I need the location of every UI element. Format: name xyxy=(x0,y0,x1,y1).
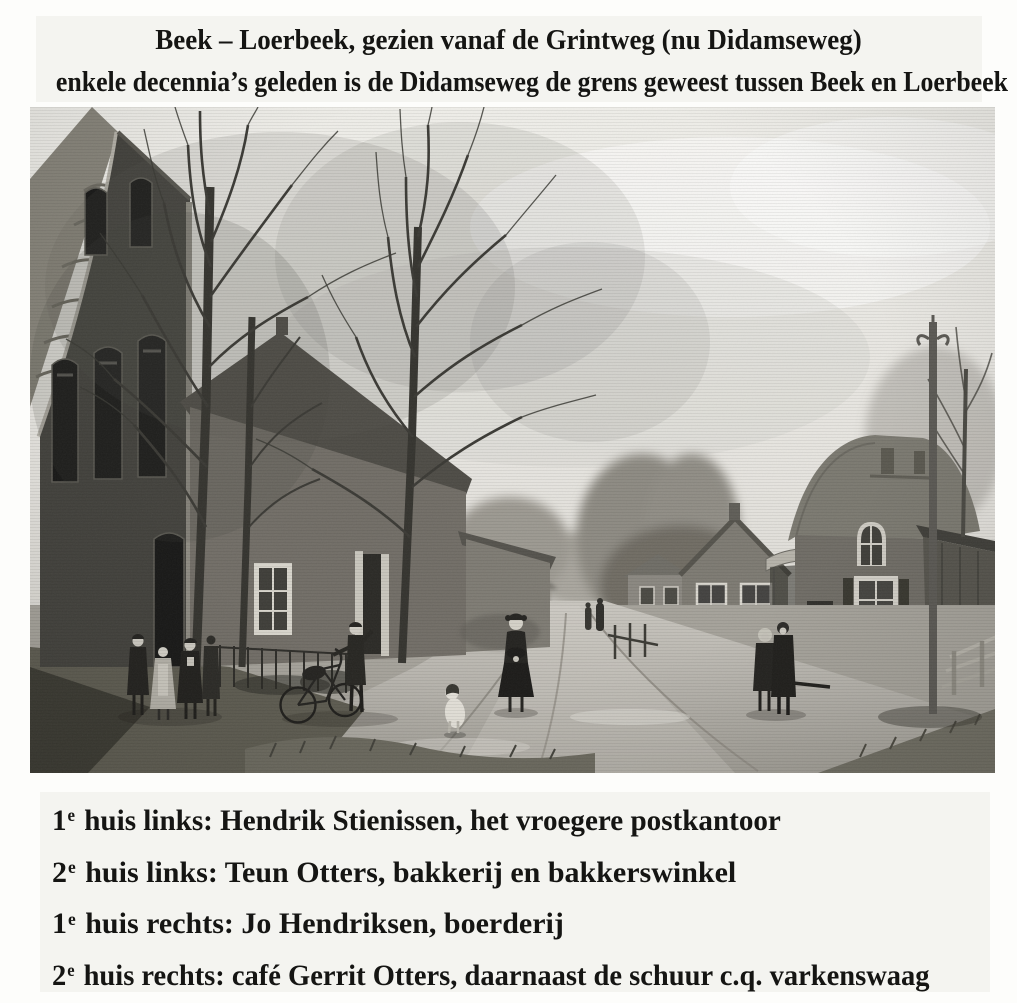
film-grain xyxy=(30,107,995,773)
historical-photograph xyxy=(30,107,995,773)
caption-superscript: e xyxy=(68,856,76,877)
title-line-1: Beek – Loerbeek, gezien vanaf de Grintweg (nu Didamseweg) xyxy=(155,24,862,56)
photo-title-block xyxy=(0,14,1017,97)
caption-number: 2 xyxy=(52,855,67,889)
caption-number: 2 xyxy=(52,958,67,992)
caption-number: 1 xyxy=(52,907,67,941)
caption-line-4 xyxy=(52,952,955,1003)
caption-superscript: e xyxy=(68,908,76,929)
caption-number: 1 xyxy=(52,804,67,837)
caption-line-2 xyxy=(52,849,1002,901)
caption-text: huis rechts: café Gerrit Otters, daarnaast de schuur c.q. varkenswaag xyxy=(76,958,930,992)
caption-text: huis rechts: Jo Hendriksen, boerderij xyxy=(77,907,564,941)
caption-text: huis links: Teun Otters, bakkerij en bakkerswinkel xyxy=(77,855,737,889)
caption-superscript: e xyxy=(67,960,75,981)
caption-line-1 xyxy=(52,797,974,849)
caption-line-3 xyxy=(52,900,1002,952)
caption-superscript: e xyxy=(67,805,76,826)
village-scene xyxy=(30,107,995,773)
title-line-2: enkele decennia’s geleden is de Didamseweg de grens geweest tussen Beek en Loerbeek xyxy=(55,66,1008,98)
photo-captions xyxy=(52,797,1002,1003)
caption-text: huis links: Hendrik Stienissen, het vroegere postkantoor xyxy=(76,804,781,837)
